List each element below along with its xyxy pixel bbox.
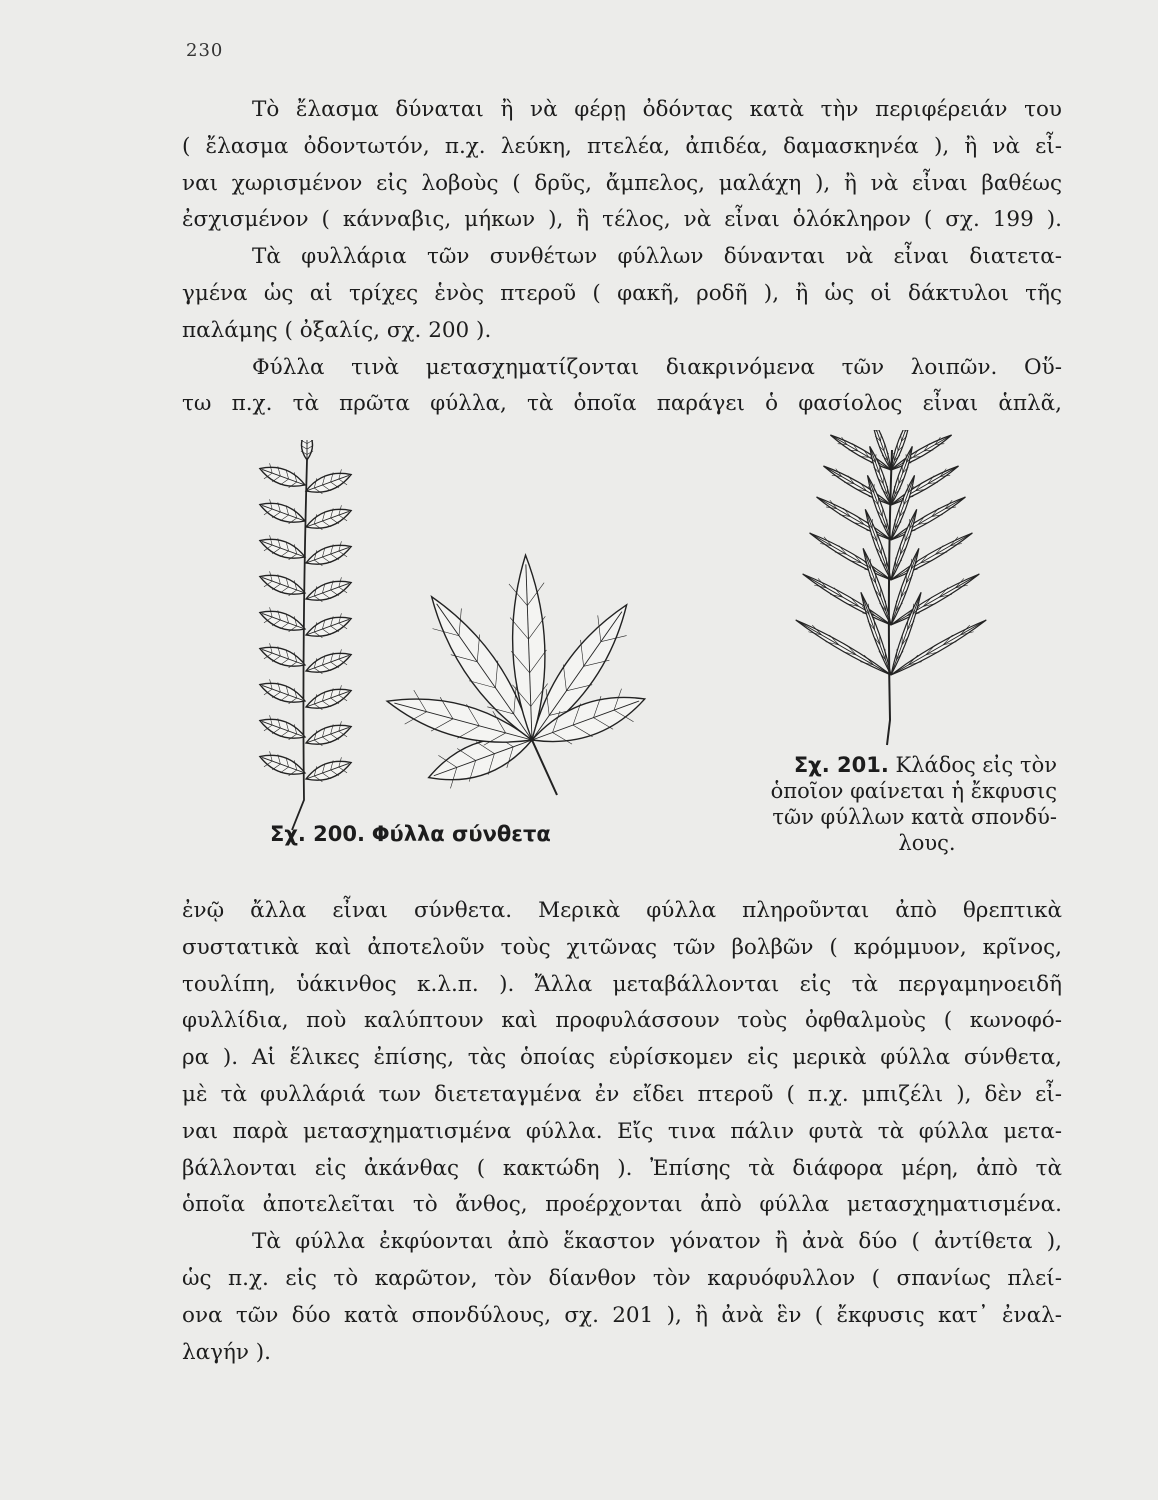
text-line: Φύλλα τινὰ μετασχηματίζονται διακρινόμενα τῶν λοιπῶν. Οὕ- xyxy=(252,354,1062,380)
figure-200-caption xyxy=(270,820,551,848)
figure-201-label: Σχ. 201. xyxy=(793,753,889,777)
figure-200-label: Σχ. 200. xyxy=(270,822,365,846)
bottom-text xyxy=(182,893,1062,1371)
text-line: τουλίπη, ὑάκινθος κ.λ.π. ). Ἄλλα μεταβάλλονται εἰς τὰ περγαμηνοειδῆ xyxy=(182,971,1062,997)
whorled-branch-illustration xyxy=(742,430,1042,750)
caption-line: Κλάδος εἰς τὸν xyxy=(895,753,1057,777)
text-line: ἐσχισμένον ( κάνναβις, μήκων ), ἢ τέλος, νὰ εἶναι ὁλόκληρον ( σχ. 199 ). xyxy=(182,207,1062,233)
text-line: ναι παρὰ μετασχηματισμένα φύλλα. Εἴς τινα πάλιν φυτὰ τὰ φύλλα μετα- xyxy=(182,1118,1062,1144)
text-line: ( ἔλασμα ὀδοντωτόν, π.χ. λεύκη, πτελέα, ἀπιδέα, δαμασκηνέα ), ἢ νὰ εἶ- xyxy=(182,133,1062,159)
text-line: ρα ). Αἱ ἕλικες ἐπίσης, τὰς ὁποίας εὑρίσκομεν εἰς μερικὰ φύλλα σύνθετα, xyxy=(182,1045,1062,1071)
figures-area xyxy=(182,420,1062,880)
text-line: παλάμης ( ὀξαλίς, σχ. 200 ). xyxy=(182,317,492,343)
text-line: Τὰ φυλλάρια τῶν συνθέτων φύλλων δύνανται νὰ εἶναι διατετα- xyxy=(252,244,1062,270)
text-line: ονα τῶν δύο κατὰ σπονδύλους, σχ. 201 ), ἢ ἀνὰ ἓν ( ἔκφυσις κατ᾽ ἐναλ- xyxy=(182,1302,1062,1328)
text-line: συστατικὰ καὶ ἀποτελοῦν τοὺς χιτῶνας τῶν βολβῶν ( κρόμμυον, κρῖνος, xyxy=(182,934,1062,960)
text-line: ἐνῷ ἄλλα εἶναι σύνθετα. Μερικὰ φύλλα πληροῦνται ἀπὸ θρεπτικὰ xyxy=(182,898,1062,923)
text-line: Τὸ ἔλασμα δύναται ἢ νὰ φέρῃ ὀδόντας κατὰ τὴν περιφέρειάν του xyxy=(252,97,1062,122)
page-number: 230 xyxy=(186,40,224,61)
pinnate-leaf-illustration xyxy=(222,440,392,840)
text-line: ναι χωρισμένον εἰς λοβοὺς ( δρῦς, ἄμπελος, μαλάχη ), ἢ νὰ εἶναι βαθέως xyxy=(182,170,1062,196)
figure-201-caption xyxy=(757,752,1057,856)
text-line: βάλλονται εἰς ἀκάνθας ( κακτώδη ). Ἐπίσης τὰ διάφορα μέρη, ἀπὸ τὰ xyxy=(182,1155,1062,1181)
palmate-leaf-illustration xyxy=(382,505,712,805)
text-line: λαγήν ). xyxy=(182,1339,272,1365)
figure-200-text: Φύλλα σύνθετα xyxy=(371,822,551,846)
caption-line: ὁποῖον φαίνεται ἡ ἔκφυσις xyxy=(770,779,1057,803)
text-line: ὁποῖα ἀποτελεῖται τὸ ἄνθος, προέρχονται ἀπὸ φύλλα μετασχηματισμένα. xyxy=(182,1192,1062,1218)
top-text xyxy=(182,92,1062,423)
text-line: γμένα ὡς αἱ τρίχες ἑνὸς πτεροῦ ( φακῆ, ροδῆ ), ἢ ὡς οἱ δάκτυλοι τῆς xyxy=(182,280,1062,306)
text-line: μὲ τὰ φυλλάριά των διετεταγμένα ἐν εἴδει πτεροῦ ( π.χ. μπιζέλι ), δὲν εἶ- xyxy=(182,1081,1062,1107)
text-line: φυλλίδια, ποὺ καλύπτουν καὶ προφυλάσσουν τοὺς ὀφθαλμοὺς ( κωνοφό- xyxy=(182,1008,1062,1034)
text-line: τω π.χ. τὰ πρῶτα φύλλα, τὰ ὁποῖα παράγει ὁ φασίολος εἶναι ἁπλᾶ, xyxy=(182,391,1062,417)
text-line: Τὰ φύλλα ἐκφύονται ἀπὸ ἕκαστον γόνατον ἢ ἀνὰ δύο ( ἀντίθετα ), xyxy=(252,1229,1062,1255)
caption-line: τῶν φύλλων κατὰ σπονδύ- xyxy=(772,805,1057,829)
text-line: ὡς π.χ. εἰς τὸ καρῶτον, τὸν δίανθον τὸν καρυόφυλλον ( σπανίως πλεί- xyxy=(182,1265,1062,1291)
caption-line: λους. xyxy=(898,831,956,855)
